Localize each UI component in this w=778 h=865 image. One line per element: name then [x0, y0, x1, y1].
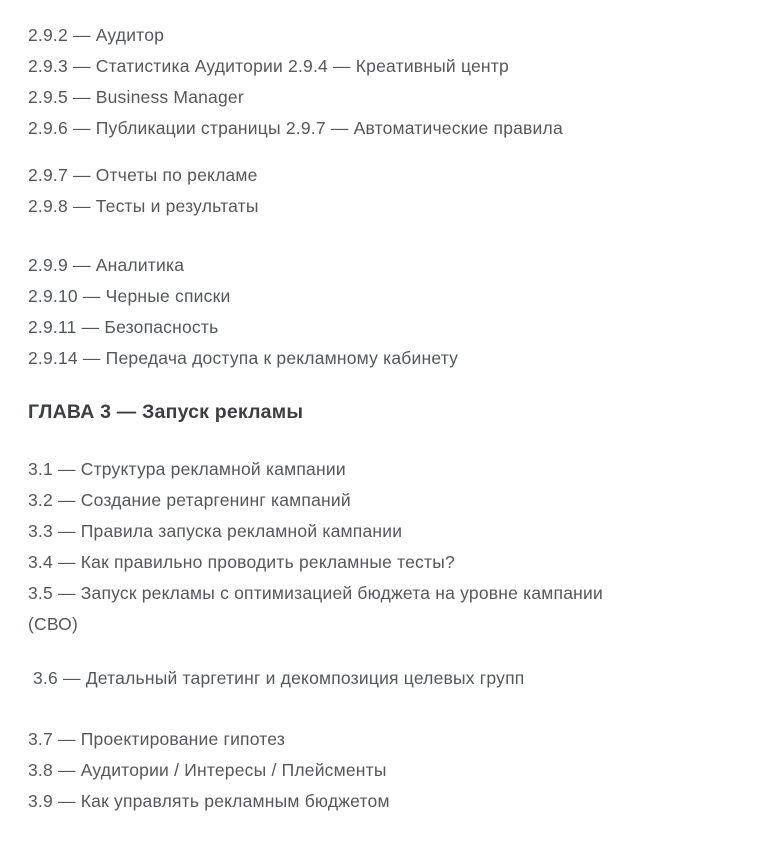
- toc-line: 3.6 — Детальный таргетинг и декомпозиция целевых групп: [33, 668, 525, 688]
- toc-section: [28, 160, 750, 222]
- toc-line: 2.9.7 — Отчеты по рекламе: [28, 165, 258, 185]
- toc-section: [28, 454, 750, 640]
- toc-line: 2.9.6 — Публикации страницы 2.9.7 — Автоматические правила: [28, 118, 563, 138]
- toc-line: 2.9.3 — Статистика Аудитории 2.9.4 — Креативный центр: [28, 56, 509, 76]
- toc-line: 3.9 — Как управлять рекламным бюджетом: [28, 791, 390, 811]
- toc-line: 3.2 — Создание ретаргенинг кампаний: [28, 490, 351, 510]
- toc-section: [28, 250, 750, 374]
- toc-line: 2.9.10 — Черные списки: [28, 286, 231, 306]
- toc-section: [28, 724, 750, 817]
- toc-section: [28, 20, 750, 144]
- chapter-heading-section: [28, 394, 750, 430]
- toc-line: 2.9.5 — Business Manager: [28, 87, 244, 107]
- toc-line: 3.7 — Проектирование гипотез: [28, 729, 286, 749]
- toc-line: (СВО): [28, 614, 78, 634]
- toc-line: 2.9.14 — Передача доступа к рекламному кабинету: [28, 348, 459, 368]
- toc-line: 3.3 — Правила запуска рекламной кампании: [28, 521, 403, 541]
- toc-line: 3.4 — Как правильно проводить рекламные тесты?: [28, 552, 455, 572]
- toc-line: 3.1 — Структура рекламной кампании: [28, 459, 346, 479]
- chapter-heading: ГЛАВА 3 — Запуск рекламы: [28, 401, 304, 423]
- toc-section: [28, 663, 750, 694]
- toc-line: 2.9.2 — Аудитор: [28, 25, 165, 45]
- toc-line: 2.9.11 — Безопасность: [28, 317, 219, 337]
- toc-line: 3.5 — Запуск рекламы с оптимизацией бюджета на уровне кампании: [28, 583, 603, 603]
- toc-line: 2.9.8 — Тесты и результаты: [28, 196, 259, 216]
- toc-line: 3.8 — Аудитории / Интересы / Плейсменты: [28, 760, 387, 780]
- toc-line: 2.9.9 — Аналитика: [28, 255, 185, 275]
